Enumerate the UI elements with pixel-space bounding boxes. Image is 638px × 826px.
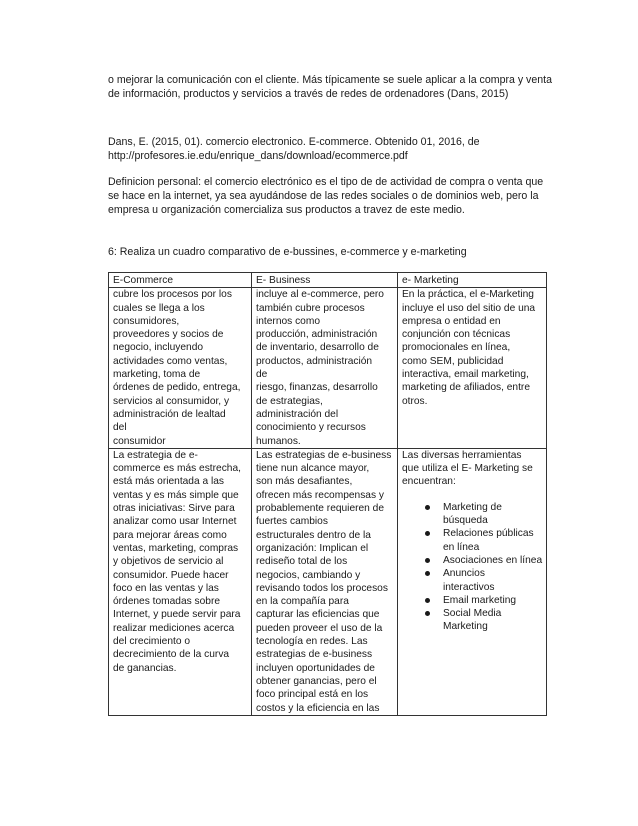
- cell-ebusiness-definition: [252, 288, 398, 449]
- citation-paragraph: [108, 135, 546, 163]
- cell-text-line: proveedores y socios de: [113, 329, 224, 341]
- cell-text-line: órdenes de pedido, entrega,: [113, 382, 241, 394]
- cell-text-line: administración de lealtad: [113, 408, 226, 420]
- cell-text-line: producción, administración: [256, 329, 378, 341]
- cell-text-line: pueden proveer el uso de la: [256, 622, 383, 634]
- cell-text-line: que utiliza el E- Marketing se: [402, 463, 533, 475]
- cell-text-line: decrecimiento de la curva: [113, 649, 230, 661]
- cell-text-line: cubre los procesos por los: [113, 289, 232, 301]
- cell-text-line: costos y la eficiencia en las: [256, 702, 380, 714]
- cell-text-line: promocionales en línea,: [402, 342, 511, 354]
- list-item-text: Asociaciones en línea: [443, 554, 543, 566]
- cell-ebusiness-strategy: [252, 448, 398, 715]
- cell-text-line: también cubre procesos: [256, 302, 365, 314]
- cell-text-line: capturar las eficiencias que: [256, 609, 380, 621]
- cell-text-line: consumidor: [113, 435, 166, 447]
- cell-text-line: realizar mediciones acerca: [113, 622, 235, 634]
- cell-text-line: internos como: [256, 315, 320, 327]
- table-row: [109, 288, 547, 449]
- cell-text-line: estructurales dentro de la: [256, 529, 371, 541]
- cell-text-line: commerce es más estrecha,: [113, 463, 241, 475]
- cell-ecommerce-strategy: [109, 448, 252, 715]
- list-item: [402, 594, 542, 607]
- cell-text-line: interactiva, email marketing,: [402, 369, 529, 381]
- text-line: empresa u organización comercializa sus productos a travez de este medio.: [108, 204, 465, 216]
- list-item-text: interactivos: [443, 581, 495, 593]
- list-item-text: Social Media: [443, 608, 502, 620]
- cell-text-line: y objetivos de servicio al: [113, 556, 224, 568]
- cell-text-line: del crecimiento o: [113, 636, 191, 648]
- cell-text-line: actividades como ventas,: [113, 355, 228, 367]
- cell-text-line: consumidor. Puede hacer: [113, 569, 229, 581]
- cell-text-line: analizar como usar Internet: [113, 516, 237, 528]
- cell-text-line: encuentran:: [402, 476, 456, 488]
- list-item-text: Anuncios: [443, 568, 485, 580]
- cell-text-line: cuales se llega a los: [113, 302, 205, 314]
- list-item-text: Marketing: [443, 621, 488, 633]
- cell-text-line: ventas y es más simple que: [113, 489, 239, 501]
- cell-text-line: Las estrategias de e-business: [256, 449, 392, 461]
- task-heading: [108, 245, 546, 259]
- cell-text-line: conocimiento y recursos: [256, 422, 366, 434]
- list-item-text: Marketing de: [443, 501, 502, 513]
- cell-text-line: para mejorar áreas como: [113, 529, 227, 541]
- cell-text-line: incluyen oportunidades de: [256, 662, 375, 674]
- cell-ecommerce-definition: [109, 288, 252, 449]
- cell-text-line: de ganancias.: [113, 662, 177, 674]
- cell-text-line: otras iniciativas: Sirve para: [113, 503, 235, 515]
- table-header-row: [109, 273, 547, 288]
- cell-text-line: incluye al e-commerce, pero: [256, 289, 384, 301]
- cell-text-line: como SEM, publicidad: [402, 355, 504, 367]
- cell-text-line: conjunción con técnicas: [402, 329, 511, 341]
- header-ecommerce: E-Commerce: [109, 273, 252, 288]
- cell-text-line: estrategias de e-business: [256, 649, 373, 661]
- cell-text-line: empresa o entidad en: [402, 315, 501, 327]
- cell-text-line: de: [256, 369, 268, 381]
- text-line: Dans, E. (2015, 01). comercio electronico. E-commerce. Obtenido 01, 2016, de: [108, 136, 480, 148]
- cell-text-line: revisando todos los procesos: [256, 582, 388, 594]
- cell-text-line: son más desafiantes,: [256, 476, 353, 488]
- cell-text-line: ventas, marketing, compras: [113, 542, 239, 554]
- cell-text-line: obtener ganancias, pero el: [256, 675, 377, 687]
- list-item: [402, 607, 542, 634]
- bullet-icon: [425, 571, 430, 576]
- cell-text-line: en la compañía para: [256, 596, 349, 608]
- list-item-text: en línea: [443, 541, 480, 553]
- cell-text-line: otros.: [402, 395, 428, 407]
- bullet-icon: [425, 505, 430, 510]
- definition-paragraph: [108, 175, 546, 217]
- bullet-icon: [425, 611, 430, 616]
- cell-text-line: productos, administración: [256, 355, 373, 367]
- cell-text-line: Internet, y puede servir para: [113, 609, 241, 621]
- header-emarketing: e- Marketing: [398, 273, 547, 288]
- cell-text-line: negocio, incluyendo: [113, 342, 204, 354]
- header-ebusiness: E- Business: [252, 273, 398, 288]
- bullet-icon: [425, 598, 430, 603]
- cell-text-line: En la práctica, el e-Marketing: [402, 289, 534, 301]
- cell-text-line: administración del: [256, 408, 339, 420]
- text-line: Definicion personal: el comercio electrónico es el tipo de de actividad de compra o venta que: [108, 176, 544, 188]
- cell-text-line: consumidores,: [113, 315, 180, 327]
- cell-text-line: del: [113, 422, 127, 434]
- cell-text-line: servicios al consumidor, y: [113, 395, 230, 407]
- cell-text-line: tiene nun alcance mayor,: [256, 463, 370, 475]
- cell-text-line: ofrecen más recompensas y: [256, 489, 384, 501]
- cell-text-line: marketing de afiliados, entre: [402, 382, 530, 394]
- cell-text-line: rediseño total de los: [256, 556, 348, 568]
- list-item: [402, 527, 542, 554]
- citation-url: http://profesores.ie.edu/enrique_dans/download/ecommerce.pdf: [108, 150, 408, 162]
- text-line: o mejorar la comunicación con el cliente. Más típicamente se suele aplicar a la compra y venta: [108, 74, 552, 86]
- cell-text-line: incluye el uso del sitio de una: [402, 302, 536, 314]
- table-row: [109, 448, 547, 715]
- bullet-icon: [425, 531, 430, 536]
- intro-paragraph: [108, 73, 552, 101]
- cell-text-line: marketing, toma de: [113, 369, 201, 381]
- tools-list: [402, 501, 542, 634]
- list-item: [402, 554, 542, 567]
- cell-text-line: organización: Implican el: [256, 542, 369, 554]
- cell-text-line: riesgo, finanzas, desarrollo: [256, 382, 378, 394]
- comparison-table: [108, 272, 547, 716]
- cell-text-line: órdenes tomadas sobre: [113, 596, 221, 608]
- cell-text-line: tecnología en redes. Las: [256, 636, 368, 648]
- cell-text-line: probablemente requieren de: [256, 503, 385, 515]
- task-label: 6: Realiza un cuadro comparativo de e-bussines, e-commerce y e-marketing: [108, 246, 467, 258]
- cell-text-line: Las diversas herramientas: [402, 449, 522, 461]
- list-item-text: Relaciones públicas: [443, 528, 534, 540]
- cell-text-line: negocios, cambiando y: [256, 569, 361, 581]
- text-line: se hace en la internet, ya sea ayudándose de las redes sociales o de dominios web, pero la: [108, 190, 539, 202]
- cell-text-line: foco en las ventas y las: [113, 582, 219, 594]
- cell-text-line: humanos.: [256, 435, 301, 447]
- bullet-icon: [425, 558, 430, 563]
- list-item-text: búsqueda: [443, 515, 488, 527]
- tools-intro: [402, 449, 542, 489]
- list-item: [402, 501, 542, 528]
- cell-text-line: de estrategias,: [256, 395, 323, 407]
- list-item-text: Email marketing: [443, 594, 517, 606]
- list-item: [402, 567, 542, 594]
- cell-emarketing-tools: [398, 448, 547, 715]
- cell-emarketing-definition: [398, 288, 547, 449]
- cell-text-line: está más orientada a las: [113, 476, 224, 488]
- cell-text-line: fuertes cambios: [256, 516, 328, 528]
- text-line: de información, productos y servicios a través de redes de ordenadores (Dans, 2015): [108, 88, 509, 100]
- cell-text-line: foco principal está en los: [256, 689, 369, 701]
- cell-text-line: La estrategia de e-: [113, 449, 198, 461]
- cell-text-line: de inventario, desarrollo de: [256, 342, 379, 354]
